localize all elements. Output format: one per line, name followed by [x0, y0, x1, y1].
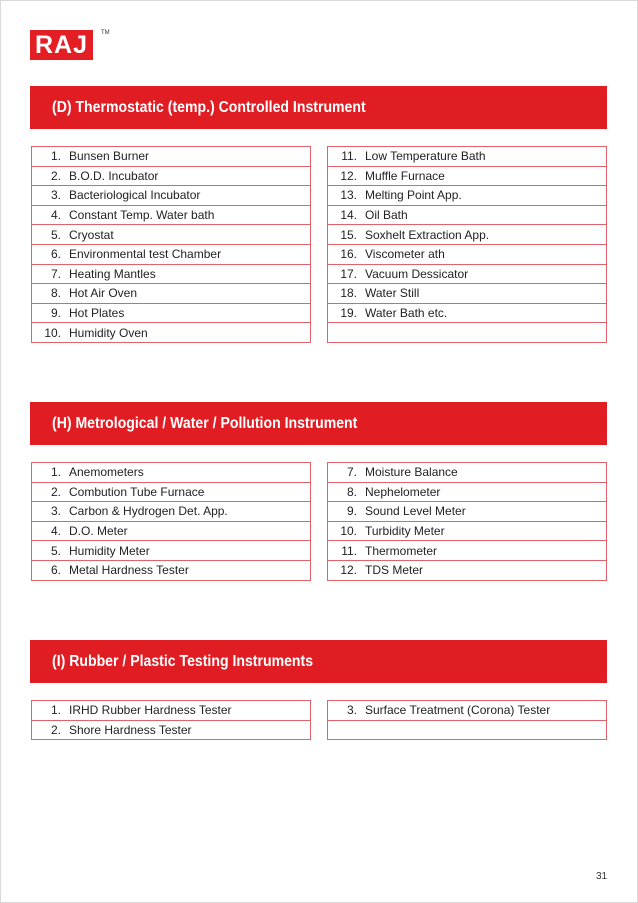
section-d-title: (D) Thermostatic (temp.) Controlled Instrument	[52, 99, 366, 116]
item-name: Water Bath etc.	[365, 306, 448, 321]
list-item	[32, 303, 311, 323]
trademark-mark: TM	[101, 30, 110, 36]
list-item	[328, 560, 607, 580]
item-name: Oil Bath	[365, 208, 408, 223]
section-d-left-table	[31, 146, 311, 343]
list-item	[32, 225, 311, 245]
list-item	[328, 701, 607, 721]
section-i-banner	[30, 640, 607, 683]
item-name: Shore Hardness Tester	[69, 722, 192, 737]
item-name: Heating Mantles	[69, 266, 156, 281]
list-item	[32, 323, 311, 343]
section-h-title: (H) Metrological / Water / Pollution Instrument	[52, 415, 358, 432]
list-item	[32, 264, 311, 284]
item-number: 4.	[50, 524, 61, 539]
list-item	[328, 147, 607, 167]
item-name: Turbidity Meter	[365, 524, 445, 539]
item-name: Bunsen Burner	[69, 149, 150, 164]
item-name: Surface Treatment (Corona) Tester	[365, 703, 551, 718]
item-number: 3.	[50, 188, 61, 203]
list-item	[328, 166, 607, 186]
item-number: 16.	[340, 247, 357, 262]
list-item	[328, 186, 607, 206]
section-d-banner	[30, 86, 607, 129]
item-number: 2.	[50, 722, 61, 737]
section-i-title: (I) Rubber / Plastic Testing Instruments	[52, 653, 314, 670]
item-name: Muffle Furnace	[365, 168, 445, 183]
item-number: 5.	[50, 227, 61, 242]
item-name: IRHD Rubber Hardness Tester	[69, 703, 232, 718]
section-d-right-table	[327, 146, 607, 343]
item-name: Nephelometer	[365, 484, 441, 499]
item-number: 3.	[50, 504, 61, 519]
item-number: 14.	[340, 208, 357, 223]
item-name: Soxhelt Extraction App.	[365, 227, 490, 242]
item-name: Melting Point App.	[365, 188, 462, 203]
item-number: 13.	[340, 188, 357, 203]
list-item	[328, 482, 607, 502]
item-name: Humidity Meter	[69, 543, 150, 558]
item-number: 3.	[346, 703, 357, 718]
list-item	[32, 482, 311, 502]
section-h-banner	[30, 402, 607, 445]
item-number: 18.	[340, 286, 357, 301]
item-number: 9.	[346, 504, 357, 519]
item-name: Thermometer	[365, 543, 438, 558]
item-name: Moisture Balance	[365, 465, 458, 480]
list-item	[32, 244, 311, 264]
raj-logo: RAJ	[30, 30, 93, 60]
item-name: Viscometer ath	[365, 247, 445, 262]
section-h-right-table	[327, 462, 607, 581]
list-item	[32, 463, 311, 483]
item-number: 17.	[340, 266, 357, 281]
item-number: 12.	[340, 168, 357, 183]
list-item	[32, 720, 311, 740]
item-name: Bacteriological Incubator	[69, 188, 201, 203]
list-item	[32, 521, 311, 541]
item-number: 10.	[44, 325, 61, 340]
list-item	[32, 560, 311, 580]
item-number: 11.	[341, 543, 357, 558]
item-name: Low Temperature Bath	[365, 149, 486, 164]
list-item	[32, 701, 311, 721]
list-item	[32, 502, 311, 522]
item-name: Humidity Oven	[69, 325, 148, 340]
item-number: 6.	[50, 247, 61, 262]
list-item	[328, 264, 607, 284]
item-number: 9.	[50, 306, 61, 321]
section-h-left-table	[31, 462, 311, 581]
list-item	[328, 284, 607, 304]
list-item	[32, 284, 311, 304]
list-item	[328, 244, 607, 264]
item-number: 5.	[50, 543, 61, 558]
item-number: 10.	[340, 524, 357, 539]
item-number: 8.	[50, 286, 61, 301]
item-number: 11.	[341, 149, 357, 164]
item-name: Environmental test Chamber	[69, 247, 222, 262]
list-item	[328, 463, 607, 483]
item-name: Combution Tube Furnace	[69, 484, 205, 499]
item-number: 19.	[340, 306, 357, 321]
list-item	[328, 541, 607, 561]
section-i-right-table	[327, 700, 607, 740]
item-number: 4.	[50, 208, 61, 223]
list-item	[32, 205, 311, 225]
list-item	[328, 303, 607, 323]
item-number: 7.	[346, 465, 357, 480]
list-item	[32, 541, 311, 561]
list-item	[32, 147, 311, 167]
section-i-left-table	[31, 700, 311, 740]
list-item	[328, 323, 607, 343]
list-item	[328, 521, 607, 541]
item-name: Hot Air Oven	[69, 286, 138, 301]
item-number: 2.	[50, 168, 61, 183]
item-number: 2.	[50, 484, 61, 499]
list-item	[328, 502, 607, 522]
item-number: 1.	[50, 465, 61, 480]
item-name: Carbon & Hydrogen Det. App.	[69, 504, 228, 519]
item-number: 15.	[340, 227, 357, 242]
item-name: Constant Temp. Water bath	[69, 208, 215, 223]
item-number: 1.	[50, 703, 61, 718]
item-number: 1.	[50, 149, 61, 164]
item-name: D.O. Meter	[69, 524, 128, 539]
item-number: 6.	[50, 563, 61, 578]
item-name: Water Still	[365, 286, 420, 301]
list-item	[32, 166, 311, 186]
item-number: 12.	[340, 563, 357, 578]
list-item	[328, 205, 607, 225]
item-number: 7.	[50, 266, 61, 281]
list-item	[328, 720, 607, 740]
item-name: Vacuum Dessicator	[365, 266, 469, 281]
item-name: Sound Level Meter	[365, 504, 466, 519]
item-name: Cryostat	[69, 227, 114, 242]
item-name: TDS Meter	[365, 563, 424, 578]
item-name: Anemometers	[69, 465, 144, 480]
list-item	[32, 186, 311, 206]
list-item	[328, 225, 607, 245]
item-name: B.O.D. Incubator	[69, 168, 159, 183]
item-name: Metal Hardness Tester	[69, 563, 189, 578]
item-number: 8.	[346, 484, 357, 499]
item-name: Hot Plates	[69, 306, 125, 321]
page-number: 31	[596, 871, 608, 882]
